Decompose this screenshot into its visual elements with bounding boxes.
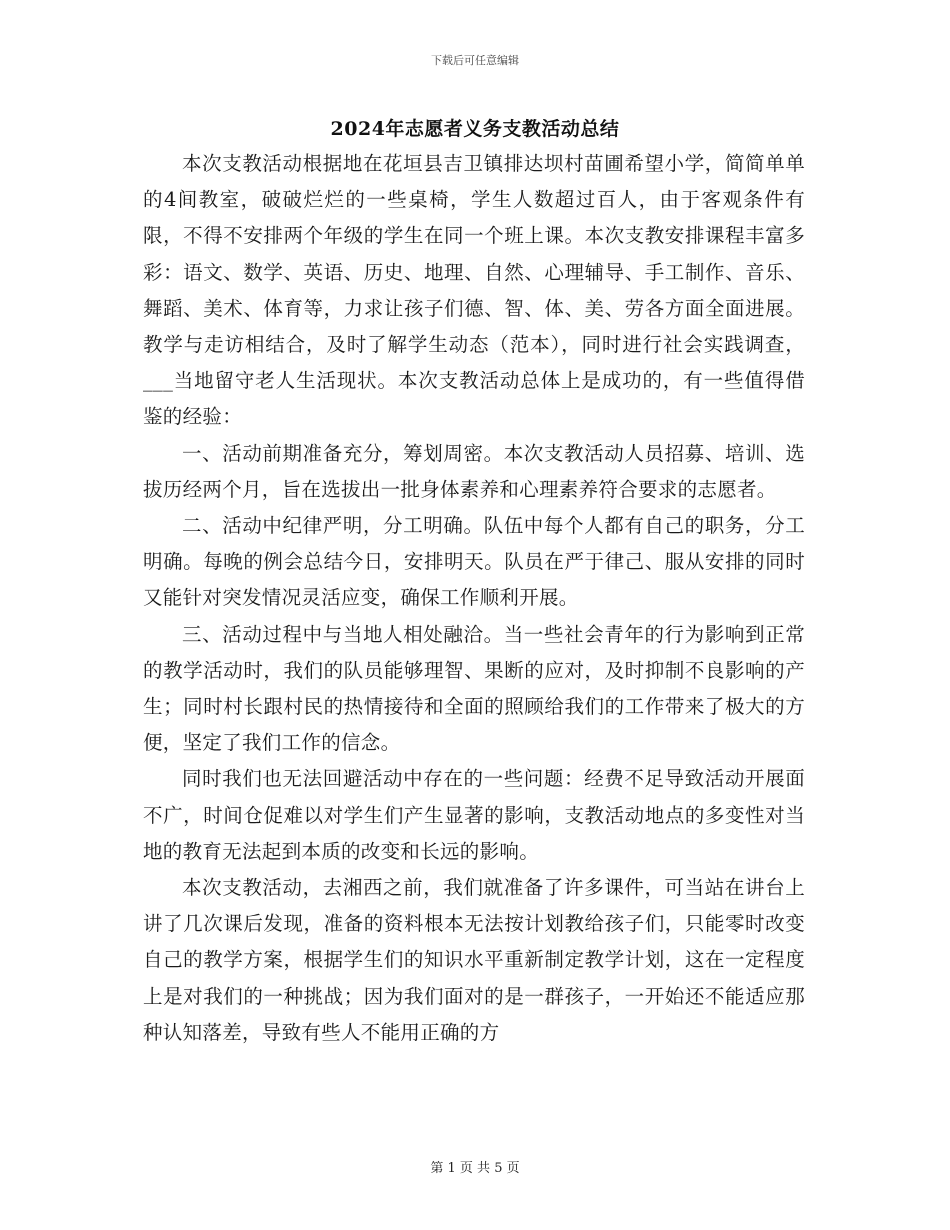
paragraph-reflection: 本次支教活动，去湘西之前，我们就准备了许多课件，可当站在讲台上讲了几次课后发现，准备的资料根本无法按计划教给孩子们，只能零时改变自己的教学方案，根据学生们的知识水平重新制定教学计划，这在一定程度上是对我们的一种挑战；因为我们面对的是一群孩子，一开始还不能适应那种认知落差，导致有些人不能用正确的方 bbox=[143, 876, 805, 1044]
paragraph-point-three: 三、活动过程中与当地人相处融洽。当一些社会青年的行为影响到正常的教学活动时，我们的队员能够理智、果断的应对，及时抑制不良影响的产生；同时村长跟村民的热情接待和全面的照顾给我们的工作带来了极大的方便，坚定了我们工作的信念。 bbox=[143, 622, 805, 755]
download-note: 下载后可任意编辑 bbox=[431, 54, 519, 67]
paragraph-intro: 本次支教活动根据地在花垣县吉卫镇排达坝村苗圃希望小学，简简单单的4间教室，破破烂烂的一些桌椅，学生人数超过百人，由于客观条件有限，不得不安排两个年级的学生在同一个班上课。本次支教安排课程丰富多彩：语文、数学、英语、历史、地理、自然、心理辅导、手工制作、音乐、舞蹈、美术、体育等，力求让孩子们德、智、体、美、劳各方面全面进展。教学与走访相结合，及时了解学生动态（范本），同时进行社会实践调查，___当地留守老人生活现状。本次支教活动总体上是成功的，有一些值得借鉴的经验： bbox=[143, 152, 805, 429]
paragraph-problems: 同时我们也无法回避活动中存在的一些问题：经费不足导致活动开展面不广，时间仓促难以对学生们产生显著的影响，支教活动地点的多变性对当地的教育无法起到本质的改变和长远的影响。 bbox=[143, 767, 805, 863]
document-title: 2024年志愿者义务支教活动总结 bbox=[330, 118, 620, 140]
document-body bbox=[143, 146, 805, 1051]
paragraph-point-one: 一、活动前期准备充分，筹划周密。本次支教活动人员招募、培训、选拔历经两个月，旨在选拔出一批身体素养和心理素养符合要求的志愿者。 bbox=[143, 441, 805, 501]
page-number: 第 1 页 共 5 页 bbox=[430, 1161, 520, 1176]
paragraph-point-two: 二、活动中纪律严明，分工明确。队伍中每个人都有自己的职务，分工明确。每晚的例会总结今日，安排明天。队员在严于律己、服从安排的同时又能针对突发情况灵活应变，确保工作顺利开展。 bbox=[143, 514, 805, 610]
